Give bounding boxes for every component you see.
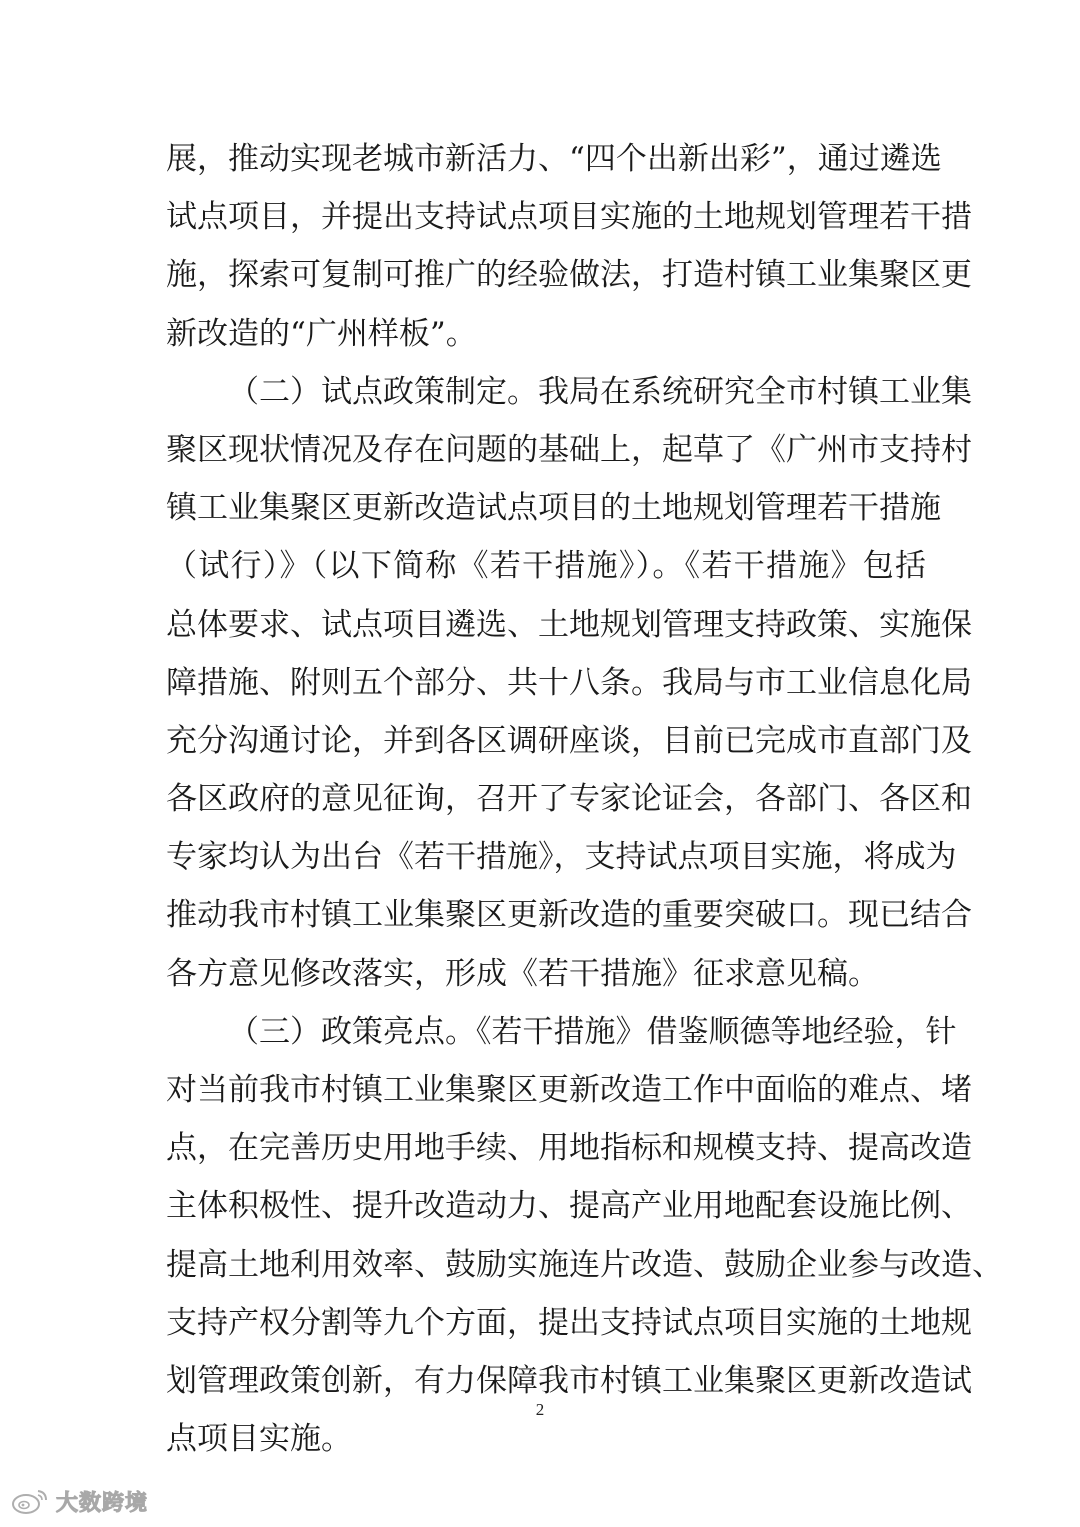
text-line: 施，探索可复制可推广的经验做法，打造村镇工业集聚区更 xyxy=(166,257,972,294)
text-line: 各区政府的意见征询，召开了专家论证会，各部门、各区和 xyxy=(166,781,972,818)
text-line: 展，推动实现老城市新活力、“四个出新出彩”，通过遴选 xyxy=(166,141,942,177)
text-line: 总体要求、试点项目遴选、土地规划管理支持政策、实施保 xyxy=(166,606,972,643)
text-line: 推动我市村镇工业集聚区更新改造的重要突破口。现已结合 xyxy=(166,897,972,934)
text-line: 划管理政策创新，有力保障我市村镇工业集聚区更新改造试 xyxy=(166,1362,972,1399)
text-line: 试点项目，并提出支持试点项目实施的土地规划管理若干措 xyxy=(166,199,972,236)
text-line: 镇工业集聚区更新改造试点项目的土地规划管理若干措施 xyxy=(166,490,941,527)
weibo-logo-icon xyxy=(10,1487,50,1515)
text-line: （二）试点政策制定。我局在系统研究全市村镇工业集 xyxy=(228,373,972,410)
text-line: 聚区现状情况及存在问题的基础上，起草了《广州市支持村 xyxy=(166,431,972,468)
text-line: 对当前我市村镇工业集聚区更新改造工作中面临的难点、堵 xyxy=(166,1072,972,1108)
text-line: 专家均认为出台《若干措施》，支持试点项目实施，将成为 xyxy=(166,839,957,876)
text-line: 障措施、附则五个部分、共十八条。我局与市工业信息化局 xyxy=(166,664,972,701)
watermark xyxy=(10,1486,148,1516)
text-line: 点项目实施。 xyxy=(166,1421,352,1458)
page-number: 2 xyxy=(535,1400,545,1419)
text-line: 各方意见修改落实，形成《若干措施》征求意见稿。 xyxy=(166,955,879,992)
text-line: 新改造的“广州样板”。 xyxy=(166,315,477,352)
body-text xyxy=(166,130,1003,1468)
text-line: 充分沟通讨论，并到各区调研座谈，目前已完成市直部门及 xyxy=(166,722,972,759)
text-line: 点，在完善历史用地手续、用地指标和规模支持、提高改造 xyxy=(166,1130,972,1167)
text-line: 提高土地利用效率、鼓励实施连片改造、鼓励企业参与改造、 xyxy=(166,1246,1003,1283)
text-line: 支持产权分割等九个方面，提出支持试点项目实施的土地规 xyxy=(166,1304,972,1341)
watermark-text: 大数跨境 xyxy=(56,1490,149,1516)
text-line: （三）政策亮点。《若干措施》借鉴顺德等地经验，针 xyxy=(228,1013,957,1050)
text-line: 主体积极性、提升改造动力、提高产业用地配套设施比例、 xyxy=(166,1188,972,1225)
text-line: （试行）》（以下简称《若干措施》）。《若干措施》包括 xyxy=(166,548,926,585)
